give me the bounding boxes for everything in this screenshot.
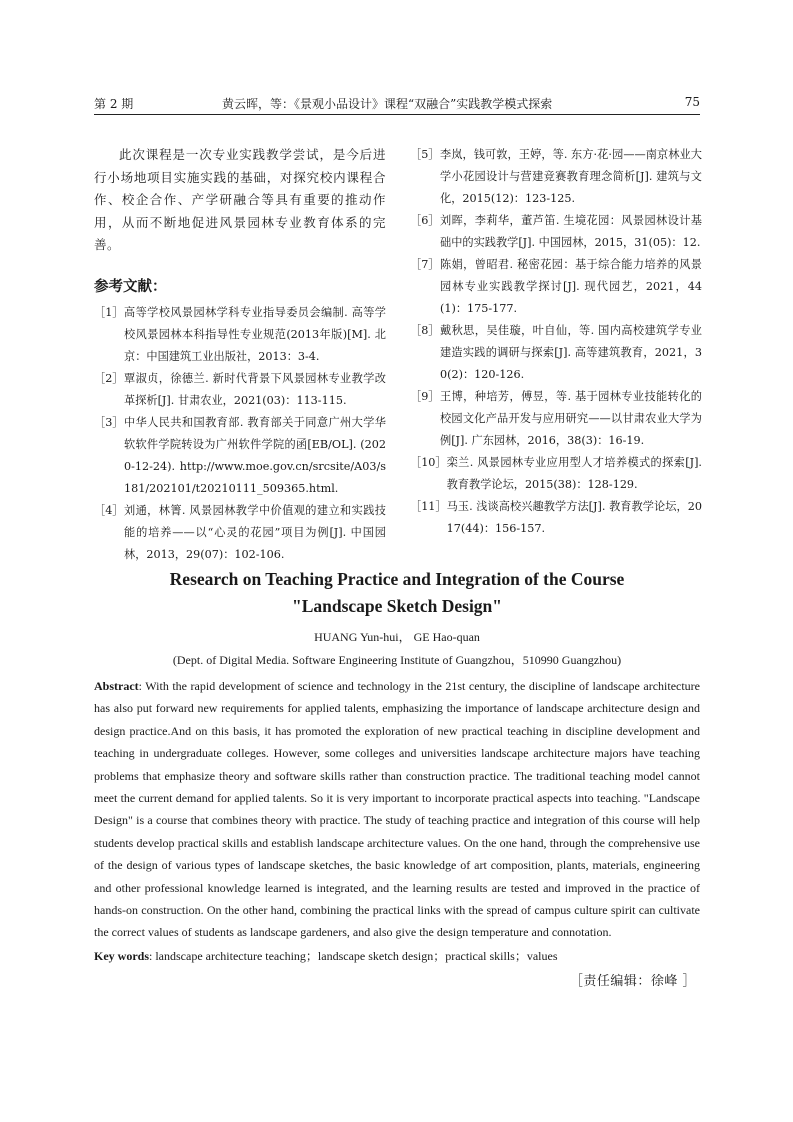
english-abstract bbox=[94, 675, 700, 944]
page-number: 75 bbox=[684, 95, 700, 109]
reference-item bbox=[410, 496, 702, 540]
left-column bbox=[94, 144, 386, 566]
reference-item bbox=[410, 320, 702, 386]
header-rule bbox=[94, 114, 700, 115]
keywords-label: Key words bbox=[94, 948, 149, 963]
reference-number: ［10］ bbox=[410, 456, 447, 469]
reference-text: 马玉. 浅谈高校兴趣教学方法[J]. 教育教学论坛，2017(44)：156-157. bbox=[446, 500, 702, 535]
reference-item bbox=[94, 500, 386, 566]
english-title-line-1: Research on Teaching Practice and Integration of the Course bbox=[169, 569, 625, 589]
reference-item bbox=[94, 368, 386, 412]
reference-number: ［4］ bbox=[94, 503, 124, 517]
reference-text: 覃淑贞，徐德兰. 新时代背景下风景园林专业教学改革探析[J]. 甘肃农业，2021(03)：113-115. bbox=[124, 371, 386, 407]
reference-number: ［3］ bbox=[94, 415, 124, 429]
english-keywords bbox=[94, 946, 700, 966]
reference-item bbox=[410, 386, 702, 452]
issue-number: 第 2 期 bbox=[94, 97, 134, 111]
reference-text: 栾兰. 风景园林专业应用型人才培养模式的探索[J]. 教育教学论坛，2015(38)：128-129. bbox=[446, 456, 702, 491]
running-title: 黄云晖，等：《景观小品设计》课程“双融合”实践教学模式探索 bbox=[222, 97, 553, 111]
reference-text: 陈娟，曾昭君. 秘密花园：基于综合能力培养的风景园林专业实践教学探讨[J]. 现代园艺，2021，44(1)：175-177. bbox=[440, 258, 702, 315]
reference-text: 高等学校风景园林学科专业指导委员会编制. 高等学校风景园林本科指导性专业规范(2013年版)[M]. 北京：中国建筑工业出版社，2013：3-4. bbox=[124, 305, 386, 363]
reference-text: 李岚，钱可敦，王婷，等. 东方·花·园——南京林业大学小花园设计与营建竞赛教育理念简析[J]. 建筑与文化，2015(12)：123-125. bbox=[440, 148, 702, 205]
reference-item bbox=[94, 302, 386, 368]
body-paragraph: 此次课程是一次专业实践教学尝试，是今后进行小场地项目实施实践的基础，对探究校内课程合作、校企合作、产学研融合等具有重要的推动作用，从而不断地促进风景园林专业教育体系的完善。 bbox=[94, 147, 386, 252]
reference-text: 中华人民共和国教育部. 教育部关于同意广州大学华软软件学院转设为广州软件学院的函[EB/OL]. (2020-12-24). http://www.moe.gov.cn/srcsite/A03/s181/202101/t20210111_509365.html. bbox=[124, 415, 386, 495]
reference-text: 戴秋思，吴佳璇，叶自仙，等. 国内高校建筑学专业建造实践的调研与探索[J]. 高等建筑教育，2021，30(2)：120-126. bbox=[440, 324, 702, 381]
english-affiliation: (Dept. of Digital Media. Software Engineering Institute of Guangzhou，510990 Guangzhou) bbox=[172, 653, 622, 667]
english-authors: HUANG Yun-hui， GE Hao-quan bbox=[314, 630, 480, 644]
reference-text: 刘通，林箐. 风景园林教学中价值观的建立和实践技能的培养——以“心灵的花园”项目为例[J]. 中国园林，2013，29(07)：102-106. bbox=[124, 503, 386, 561]
english-abstract-block bbox=[94, 566, 700, 989]
reference-item bbox=[410, 452, 702, 496]
reference-item bbox=[410, 210, 702, 254]
reference-text: 王博，种培芳，傅昱，等. 基于园林专业技能转化的校园文化产品开发与应用研究——以甘肃农业大学为例[J]. 广东园林，2016，38(3)：16-19. bbox=[440, 390, 702, 447]
reference-text: 刘晖，李莉华，董芦笛. 生境花园：风景园林设计基础中的实践教学[J]. 中国园林，2015，31(05)：12. bbox=[440, 214, 702, 249]
english-title-line-2: "Landscape Sketch Design" bbox=[291, 596, 503, 616]
abstract-label: Abstract bbox=[94, 679, 139, 693]
reference-item bbox=[410, 144, 702, 210]
references-title: 参考文献： bbox=[94, 278, 167, 295]
running-header bbox=[94, 93, 700, 113]
reference-item bbox=[94, 412, 386, 500]
reference-number: ［11］ bbox=[410, 500, 447, 513]
reference-number: ［6］ bbox=[410, 214, 440, 227]
reference-number: ［2］ bbox=[94, 371, 124, 385]
english-title bbox=[94, 566, 700, 620]
reference-item bbox=[410, 254, 702, 320]
references-list-left bbox=[94, 302, 386, 566]
keywords-text: : landscape architecture teaching；landscape sketch design；practical skills；values bbox=[149, 948, 558, 963]
editor-note: ［责任编辑：徐峰 ］ bbox=[569, 973, 696, 989]
reference-number: ［9］ bbox=[410, 390, 440, 403]
reference-number: ［1］ bbox=[94, 305, 124, 319]
reference-number: ［7］ bbox=[410, 258, 440, 271]
right-column bbox=[410, 144, 702, 540]
reference-number: ［5］ bbox=[410, 148, 440, 161]
reference-number: ［8］ bbox=[410, 324, 440, 337]
abstract-text: : With the rapid development of science and technology in the 21st century, the discipline of landscape architecture has also put forward new requirements for applied talents, emphasizing the importance of landscape architecture design and design practice.And on this basis, it has promoted the exploration of new practical teaching in discipline development and teaching in undergraduate colleges. However, some colleges and universities landscape architecture majors have teaching problems that emphasize theory and software skills rather than construction practice. The traditional teaching model cannot meet the current demand for applied talents. So it is very important to incorporate practical aspects into teaching. "Landscape Design" is a course that combines theory with practice. The study of teaching practice and integration of this course will help students develop practical skills and establish landscape architecture values. On the one hand, through the comprehensive use of the design of various types of landscape sketches, the basic knowledge of art composition, plants, materials, engineering and other professional knowledge learned is integrated, and the learning results are tested and improved in the practice of hands-on construction. On the other hand, combining the practical links with the spread of campus culture spirit can cultivate the correct values of students as landscape gardeners, and also give the design temperature and connotation. bbox=[94, 679, 700, 940]
references-list-right bbox=[410, 144, 702, 540]
